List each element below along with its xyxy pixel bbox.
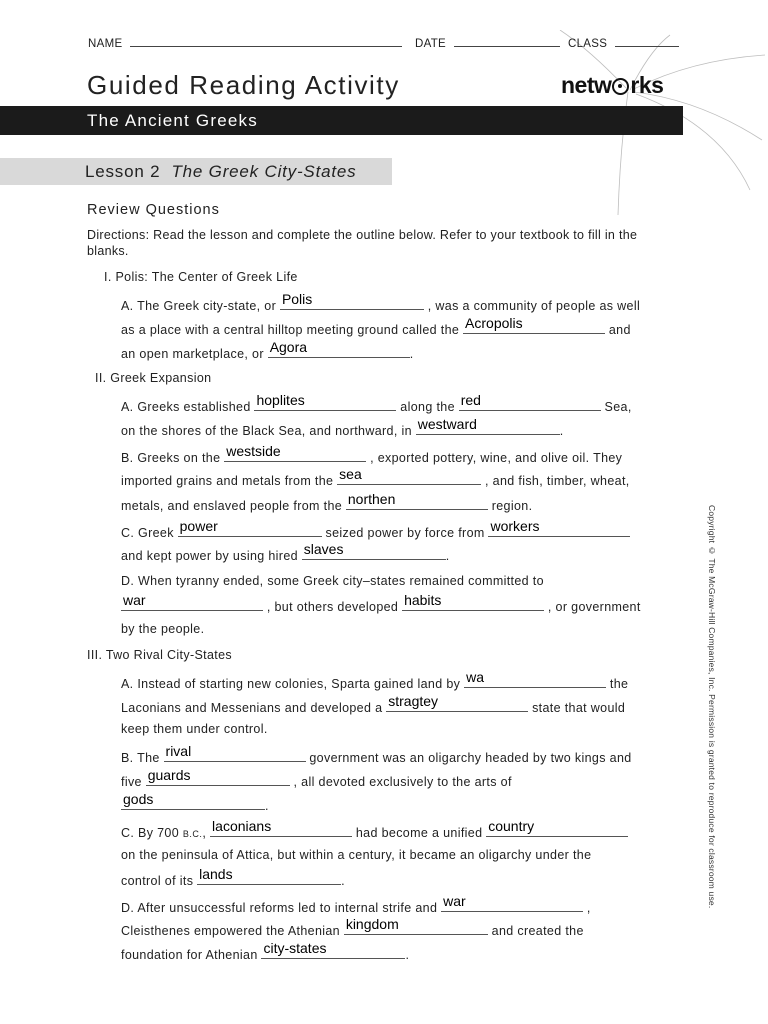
text: control of its (121, 874, 194, 888)
answer-text: westward (417, 416, 477, 432)
answer-blank[interactable] (197, 866, 341, 885)
text: government was an oligarchy headed by two kings and (309, 751, 632, 765)
answer-text: red (460, 392, 481, 408)
answer-blank[interactable] (346, 491, 488, 510)
II-C-line-2 (121, 541, 450, 563)
answer-text: Agora (269, 339, 308, 355)
text: Laconians and Messenians and developed a (121, 701, 383, 715)
text: imported grains and metals from the (121, 474, 334, 488)
answer-text: lands (199, 866, 233, 882)
name-label: NAME (88, 38, 123, 50)
section-title: Review Questions (87, 202, 220, 218)
text: and kept power by using hired (121, 549, 298, 563)
text: D. After unsuccessful reforms led to internal strife and (121, 901, 438, 915)
text: . (405, 948, 410, 962)
II-D-line-1: D. When tyranny ended, some Greek city–states remained committed to (121, 574, 544, 588)
text: A. Greeks established (121, 400, 251, 414)
answer-text: Polis (281, 291, 313, 307)
brand-logo: netw rks (561, 72, 664, 98)
answer-blank[interactable] (254, 392, 396, 411)
lesson-number: Lesson 2 (85, 162, 161, 181)
text: . (265, 799, 269, 813)
text: C. Greek (121, 526, 174, 540)
date-label: DATE (415, 38, 447, 50)
answer-blank[interactable] (402, 592, 544, 611)
lesson-name: The Greek City-States (171, 162, 357, 181)
era-abbrev: B.C. (182, 829, 203, 839)
page-title: Guided Reading Activity (87, 70, 400, 100)
answer-text: laconians (212, 818, 272, 834)
answer-blank[interactable] (463, 315, 605, 334)
answer-text: habits (404, 592, 442, 608)
answer-text: kingdom (345, 916, 399, 932)
text: , (202, 826, 207, 840)
text: on the shores of the Black Sea, and northward, in (121, 424, 412, 438)
class-line[interactable] (615, 35, 679, 47)
text: , and fish, timber, wheat, (485, 474, 630, 488)
II-D-line-2 (121, 592, 641, 614)
date-line[interactable] (454, 35, 560, 47)
text: Cleisthenes empowered the Athenian (121, 924, 340, 938)
answer-blank[interactable] (344, 916, 488, 935)
date-field[interactable] (415, 35, 560, 50)
answer-blank[interactable] (486, 818, 628, 837)
text: . (445, 549, 450, 563)
answer-text: war (123, 592, 146, 608)
III-C-line-1 (121, 818, 628, 840)
III-A-line-1 (121, 669, 629, 691)
text: , or government (547, 600, 641, 614)
text: , but others developed (266, 600, 399, 614)
answer-text: stragtey (388, 693, 439, 709)
answer-text: westside (226, 443, 281, 459)
III-D-line-2 (121, 916, 584, 938)
II-D-line-3: by the people. (121, 622, 205, 636)
answer-text: city-states (263, 940, 327, 956)
heading-I: I. Polis: The Center of Greek Life (104, 270, 298, 284)
I-A-line-1 (121, 291, 641, 313)
logo-o-icon (612, 78, 629, 95)
text: , was a community of people as well (427, 299, 641, 313)
answer-text: Acropolis (465, 315, 523, 331)
text: , (586, 901, 591, 915)
III-C-line-3 (121, 866, 345, 888)
answer-blank[interactable] (178, 518, 322, 537)
text: state that would (532, 701, 626, 715)
text: along the (400, 400, 455, 414)
III-B-line-1 (121, 743, 632, 765)
copyright-notice: Copyright © The McGraw-Hill Companies, Inc. Permission is granted to reproduce for classroom use. (707, 505, 717, 909)
III-D-line-3 (121, 940, 410, 962)
answer-blank[interactable] (121, 592, 263, 611)
answer-blank[interactable] (268, 339, 410, 358)
II-B-line-2 (121, 466, 630, 488)
text: A. The Greek city-state, or (121, 299, 277, 313)
answer-blank[interactable] (337, 466, 481, 485)
lesson-title (85, 162, 356, 182)
answer-blank[interactable] (164, 743, 306, 762)
II-B-line-3 (121, 491, 533, 513)
text: an open marketplace, or (121, 347, 264, 361)
text: seized power by force from (325, 526, 485, 540)
I-A-line-2 (121, 315, 631, 337)
III-B-line-2 (121, 767, 512, 789)
answer-text: slaves (303, 541, 344, 557)
name-field[interactable] (88, 35, 402, 50)
heading-II: II. Greek Expansion (95, 371, 212, 385)
text: five (121, 775, 142, 789)
II-C-line-1 (121, 518, 630, 540)
answer-text: rival (165, 743, 192, 759)
text: B. The (121, 751, 160, 765)
text: as a place with a central hilltop meeting ground called the (121, 323, 460, 337)
answer-text: wa (466, 669, 484, 685)
text: , all devoted exclusively to the arts of (293, 775, 512, 789)
name-line[interactable] (130, 35, 402, 47)
class-label: CLASS (568, 38, 608, 50)
answer-text: workers (490, 518, 540, 534)
answer-text: power (179, 518, 218, 534)
I-A-line-3 (121, 339, 414, 361)
text: had become a unified (355, 826, 483, 840)
text: C. By 700 (121, 826, 180, 840)
answer-blank[interactable] (261, 940, 405, 959)
text: . (341, 874, 345, 888)
answer-text: guards (147, 767, 191, 783)
directions: Directions: Read the lesson and complete the outline below. Refer to your textbook to fill in the blanks. (87, 228, 638, 258)
answer-blank[interactable] (210, 818, 352, 837)
answer-text: gods (123, 791, 154, 807)
answer-blank[interactable] (280, 291, 424, 310)
text: , exported pottery, wine, and olive oil. They (370, 451, 623, 465)
answer-blank[interactable] (224, 443, 366, 462)
III-B-line-3 (121, 791, 269, 813)
answer-text: hoplites (256, 392, 305, 408)
text: . (409, 347, 414, 361)
answer-blank[interactable] (146, 767, 290, 786)
heading-III: III. Two Rival City-States (87, 648, 233, 662)
class-field[interactable] (568, 35, 679, 50)
text: and created the (491, 924, 584, 938)
answer-text: country (488, 818, 535, 834)
text: A. Instead of starting new colonies, Sparta gained land by (121, 677, 461, 691)
text: region. (491, 499, 533, 513)
III-A-line-3: keep them under control. (121, 722, 268, 736)
text: metals, and enslaved people from the (121, 499, 343, 513)
III-C-line-2: on the peninsula of Attica, but within a century, it became an oligarchy under the (121, 848, 592, 862)
II-B-line-1 (121, 443, 623, 465)
answer-blank[interactable] (459, 392, 601, 411)
answer-blank[interactable] (416, 416, 560, 435)
answer-blank[interactable] (488, 518, 630, 537)
III-D-line-1 (121, 893, 591, 915)
III-A-line-2 (121, 693, 626, 715)
text: the (609, 677, 629, 691)
answer-blank[interactable] (302, 541, 446, 560)
text: Sea, (604, 400, 632, 414)
II-A-line-2 (121, 416, 564, 438)
answer-text: sea (339, 466, 362, 482)
answer-blank[interactable] (386, 693, 528, 712)
answer-text: northen (347, 491, 396, 507)
text: . (559, 424, 564, 438)
text: B. Greeks on the (121, 451, 221, 465)
answer-blank[interactable] (121, 791, 265, 810)
II-A-line-1 (121, 392, 632, 414)
subtitle: The Ancient Greeks (87, 111, 258, 130)
answer-blank[interactable] (441, 893, 583, 912)
answer-text: war (443, 893, 466, 909)
text: foundation for Athenian (121, 948, 258, 962)
answer-blank[interactable] (464, 669, 606, 688)
text: and (608, 323, 631, 337)
